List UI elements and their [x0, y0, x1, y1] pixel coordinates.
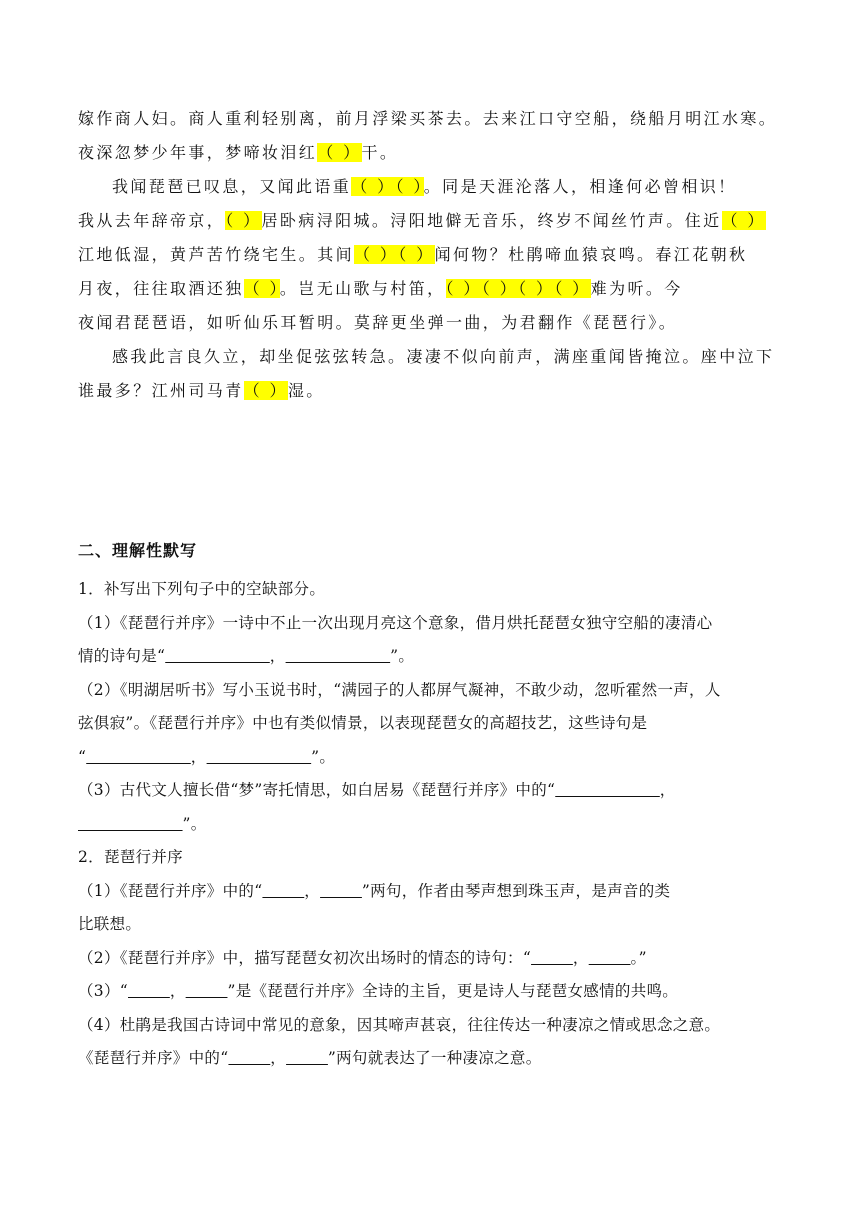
- poem-line: [78, 102, 790, 136]
- fill-blank-highlight: （ ）: [317, 143, 362, 162]
- text-segment: 夜深忽梦少年事，梦啼妆泪红: [78, 143, 318, 162]
- poem-line: [78, 272, 790, 306]
- text-segment: （1）《琵琶行并序》中的“: [78, 881, 263, 900]
- text-segment: （3）“: [78, 982, 128, 1000]
- question-line: [78, 975, 788, 1009]
- text-segment: 夜闻君琵琶语，如听仙乐耳暂明。莫辞更坐弹一曲，为君翻作《琵琶行》。: [78, 313, 678, 332]
- poem-line: [78, 374, 790, 408]
- text-segment: ”两句就表达了一种凄凉之意。: [327, 1049, 542, 1067]
- answer-blank: [228, 1049, 270, 1067]
- text-segment: 。”: [630, 948, 647, 967]
- poem-line: [78, 340, 790, 374]
- question-line: [78, 573, 788, 607]
- text-segment: ，: [269, 647, 286, 665]
- text-segment: 江地低湿，黄芦苦竹绕宅生。其间: [78, 245, 355, 264]
- answer-blank: [207, 748, 312, 766]
- text-segment: 2．琵琶行并序: [78, 848, 183, 866]
- fill-blank-highlight: （ ）: [721, 211, 766, 230]
- poem-passage: [78, 102, 790, 408]
- text-segment: ”是《琵琶行并序》全诗的主旨，更是诗人与琵琶女感情的共鸣。: [227, 982, 679, 1000]
- question-line: [78, 640, 788, 674]
- answer-blank: [165, 647, 270, 665]
- text-segment: 。岂无山歌与村笛，: [279, 279, 446, 298]
- text-segment: ，: [304, 881, 321, 900]
- question-line: [78, 1042, 788, 1076]
- text-segment: 湿。: [287, 381, 325, 400]
- answer-blank: [286, 647, 391, 665]
- text-segment: （3）古代文人擅长借“梦”寄托情思，如白居易《琵琶行并序》中的“: [78, 781, 556, 799]
- text-segment: （1）《琵琶行并序》一诗中不止一次出现月亮这个意象，借月烘托琵琶女独守空船的凄清心: [78, 613, 713, 632]
- text-segment: ，: [169, 982, 186, 1000]
- text-segment: 月夜，往往取酒还独: [78, 279, 244, 298]
- text-segment: 弦俱寂”。《琵琶行并序》中也有类似情景，以表现琵琶女的高超技艺，这些诗句是: [78, 714, 648, 732]
- question-line: [78, 908, 788, 942]
- question-line: [78, 741, 788, 775]
- answer-blank: [286, 1049, 328, 1067]
- question-line: [78, 774, 788, 808]
- question-line: [78, 875, 788, 909]
- text-segment: 感我此言良久立，却坐促弦弦转急。凄凄不似向前声，满座重闻皆掩泣。座中泣下: [112, 347, 775, 366]
- text-segment: “: [78, 747, 87, 766]
- answer-blank: [320, 882, 362, 900]
- answer-blank: [128, 982, 170, 1000]
- poem-line: [78, 136, 790, 170]
- answer-blank: [78, 815, 183, 833]
- text-segment: 。同是天涯沦落人，相逢何必曾相识！: [423, 177, 737, 196]
- text-segment: 谁最多？江州司马青: [78, 381, 244, 400]
- text-segment: 难为听。今: [590, 279, 683, 298]
- answer-blank: [531, 949, 573, 967]
- text-segment: ”。: [182, 814, 207, 833]
- question-line: [78, 808, 788, 842]
- question-line: [78, 841, 788, 875]
- question-line: [78, 674, 788, 708]
- text-segment: 闻何物？杜鹃啼血猿哀鸣。春江花朝秋: [434, 245, 748, 264]
- text-segment: 情的诗句是“: [78, 647, 166, 665]
- text-segment: 我闻琵琶已叹息，又闻此语重: [112, 177, 352, 196]
- section-title: 二、理解性默写: [78, 541, 198, 560]
- text-segment: （2）《明湖居听书》写小玉说书时，“满园子的人都屏气凝神，不敢少动，忽听霍然一声，人: [78, 680, 721, 699]
- question-list: [78, 573, 788, 1076]
- answer-blank: [262, 882, 304, 900]
- question-line: [78, 942, 788, 976]
- text-segment: ，: [572, 948, 589, 967]
- text-segment: ”。: [311, 747, 336, 766]
- question-line: [78, 1009, 788, 1043]
- answer-blank: [589, 949, 631, 967]
- text-segment: 嫁作商人妇。商人重利轻别离，前月浮梁买茶去。去来江口守空船，绕船月明江水寒。: [78, 109, 778, 128]
- text-segment: （2）《琵琶行并序》中，描写琵琶女初次出场时的情态的诗句：“: [78, 948, 532, 967]
- text-segment: 《琵琶行并序》中的“: [78, 1049, 229, 1067]
- poem-line: [78, 204, 790, 238]
- answer-blank: [86, 748, 191, 766]
- answer-blank: [186, 982, 228, 1000]
- text-segment: ”两句，作者由琴声想到珠玉声，是声音的类: [361, 881, 671, 900]
- poem-line: [78, 170, 790, 204]
- answer-blank: [555, 781, 660, 799]
- poem-line: [78, 238, 790, 272]
- fill-blank-highlight: （ ）: [243, 381, 288, 400]
- text-segment: 比联想。: [78, 915, 142, 933]
- fill-blank-highlight: （ ）（ ）: [354, 245, 435, 264]
- text-segment: ，: [270, 1049, 287, 1067]
- poem-line: [78, 306, 790, 340]
- text-segment: ，: [190, 747, 207, 766]
- text-segment: 干。: [361, 143, 399, 162]
- fill-blank-highlight: （ ）（ ）: [351, 177, 424, 196]
- text-segment: ”。: [390, 647, 415, 665]
- text-segment: 居卧病浔阳城。浔阳地僻无音乐，终岁不闻丝竹声。住近: [261, 211, 722, 230]
- fill-blank-highlight: （ ）: [225, 211, 262, 230]
- text-segment: 我从去年辞帝京，: [78, 211, 226, 230]
- question-line: [78, 607, 788, 641]
- text-segment: ，: [659, 781, 676, 799]
- fill-blank-highlight: （ ）: [243, 279, 280, 298]
- question-line: [78, 707, 788, 741]
- fill-blank-highlight: （ ）（ ）（ ）（ ）: [445, 279, 591, 298]
- text-segment: 1．补写出下列句子中的空缺部分。: [78, 580, 326, 598]
- text-segment: （4）杜鹃是我国古诗词中常见的意象，因其啼声甚哀，往往传达一种凄凉之情或思念之意。: [78, 1015, 721, 1034]
